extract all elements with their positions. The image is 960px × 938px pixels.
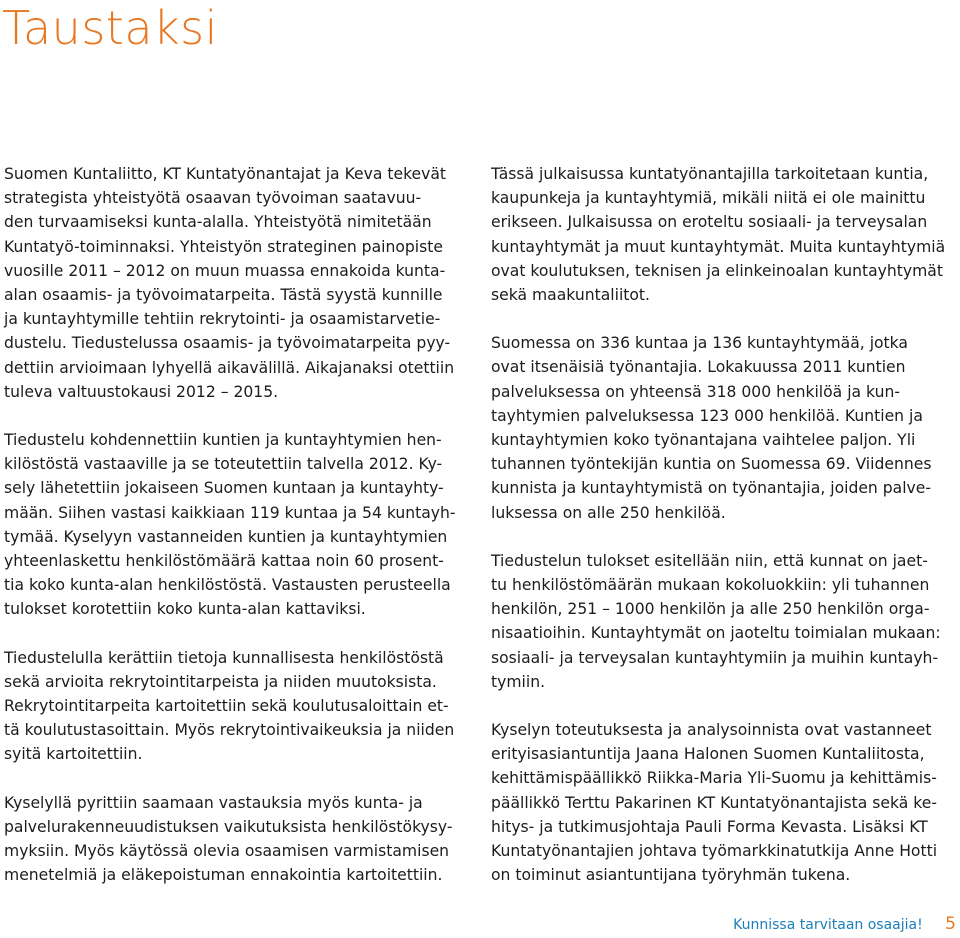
- left-paragraph-1: Suomen Kuntaliitto, KT Kuntatyönantajat ja Keva tekevät strategista yhteistyötä osaavan työvoiman saatavuu- den turvaamiseksi kunta-alalla. Yhteistyötä nimitetään Kuntatyö-toiminnaksi. Yhteistyön strateginen painopiste vuosille 2011 – 2012 on muun muassa ennakoida kunta- alan osaamis- ja työvoimatarpeita. Tästä syystä kunnille ja kuntayhtymille tehtiin rekrytointi- ja osaamistarvetie- dustelu. Tiedustelussa osaamis- ja työvoimatarpeita pyy- dettiin arvioimaan lyhyellä aikavälillä. Aikajanaksi otettiin tuleva valtuustokausi 2012 – 2015.: [4, 165, 455, 401]
- left-paragraph-2: Tiedustelu kohdennettiin kuntien ja kuntayhtymien hen- kilöstöstä vastaaville ja se toteutettiin talvella 2012. Ky- sely lähetettiin jokaiseen Suomen kuntaan ja kuntayhty- mään. Siihen vastasi kaikkiaan 119 kuntaa ja 54 kuntayh- tymää. Kyselyyn vastanneiden kuntien ja kuntayhtymien yhteenlaskettu henkilöstömäärä kattaa noin 60 prosent- tia koko kunta-alan henkilöstöstä. Vastausten perusteella tulokset korotettiin koko kunta-alan kattaviksi.: [4, 431, 456, 619]
- left-paragraph-4: Kyselyllä pyrittiin saamaan vastauksia myös kunta- ja palvelurakenneuudistuksen vaikutuksista henkilöstökysy- myksiin. Myös käytössä olevia osaamisen varmistamisen menetelmiä ja eläkepoistuman ennakointia kartoitettiin.: [4, 793, 453, 885]
- page-title: Taustaksi: [2, 1, 218, 55]
- right-column: [491, 162, 957, 911]
- right-paragraph-3: Tiedustelun tulokset esitellään niin, että kunnat on jaet- tu henkilöstömäärän mukaan kokoluokkiin: yli tuhannen henkilön, 251 – 1000 henkilön ja alle 250 henkilön orga- nisaatioihin. Kuntayhtymät on jaoteltu toimialan mukaan: sosiaali- ja terveysalan kuntayhtymiin ja muihin kuntayh- tymiin.: [491, 551, 941, 691]
- page-footer: [733, 915, 956, 934]
- right-paragraph-2: Suomessa on 336 kuntaa ja 136 kuntayhtymää, jotka ovat itsenäisiä työnantajia. Lokakuussa 2011 kuntien palveluksessa on yhteensä 318 000 henkilöä ja kun- tayhtymien palveluksessa 123 000 henkilöä. Kuntien ja kuntayhtymien koko työnantajana vaihtelee paljon. Yli tuhannen työntekijän kuntia on Suomessa 69. Viidennes kunnista ja kuntayhtymistä on työnantajia, joiden palve- luksessa on alle 250 henkilöä.: [491, 334, 932, 522]
- left-column: [4, 162, 466, 911]
- left-paragraph-3: Tiedustelulla kerättiin tietoja kunnallisesta henkilöstöstä sekä arvioita rekrytointitarpeista ja niiden muutoksista. Rekrytointitarpeita kartoitettiin sekä koulutusaloittain et- tä koulutustasoittain. Myös rekrytointivaikeuksia ja niiden syitä kartoitettiin.: [4, 648, 455, 764]
- right-paragraph-4: Kyselyn toteutuksesta ja analysoinnista ovat vastanneet erityisasiantuntija Jaana Halonen Suomen Kuntaliitosta, kehittämispäällikkö Riikka-Maria Yli-Suomu ja kehittämis- päällikkö Terttu Pakarinen KT Kuntatyönantajista sekä ke- hitys- ja tutkimusjohtaja Pauli Forma Kevasta. Lisäksi KT Kuntatyönantajien johtava työmarkkinatutkija Anne Hotti on toiminut asiantuntijana työryhmän tukena.: [491, 721, 938, 885]
- footer-publication-title: Kunnissa tarvitaan osaajia!: [733, 917, 923, 933]
- page-number: 5: [945, 914, 956, 934]
- right-paragraph-1: Tässä julkaisussa kuntatyönantajilla tarkoitetaan kuntia, kaupunkeja ja kuntayhtymiä, mikäli niitä ei ole mainittu erikseen. Julkaisussa on eroteltu sosiaali- ja terveysalan kuntayhtymät ja muut kuntayhtymät. Muita kuntayhtymiä ovat koulutuksen, teknisen ja elinkeinoalan kuntayhtymät sekä maakuntaliitot.: [491, 165, 946, 305]
